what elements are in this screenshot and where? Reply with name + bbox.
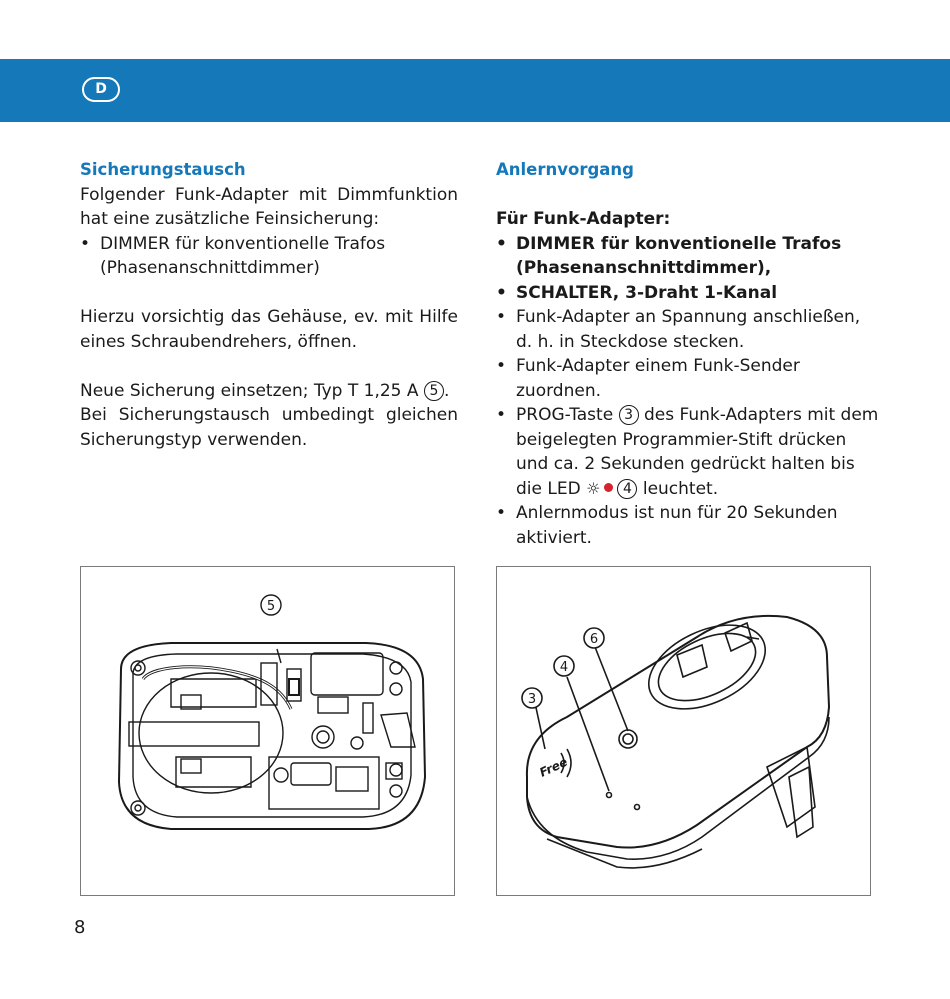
callout-label: 5 [266, 599, 276, 614]
header-band [0, 59, 950, 122]
list-item: • DIMMER für konventionelle Trafos (Phasenanschnittdimmer), [496, 232, 881, 281]
led-dot-icon [604, 483, 613, 492]
callout-label: 3 [527, 692, 537, 707]
led-suffix: leuchtet. [642, 478, 719, 499]
prog-label: PROG-Taste [516, 405, 614, 425]
adapter-illustration [497, 567, 872, 897]
callout-ref: 3 [619, 405, 639, 425]
callout-ref: 5 [424, 381, 444, 401]
right-column [496, 158, 881, 550]
list-item: • Funk-Adapter einem Funk-Sender zuordnen. [496, 354, 881, 403]
open-housing-illustration [81, 567, 456, 897]
fuse-type-text [80, 379, 458, 404]
list-item-prog [496, 403, 881, 501]
fuse-warning-text: Bei Sicherungstausch umbedingt gleichen Sicherungstyp verwenden. [80, 405, 458, 450]
list-item: • Anlernmodus ist nun für 20 Sekunden aktiviert. [496, 501, 881, 550]
section-heading-pairing: Anlernvorgang [496, 160, 634, 179]
language-badge: D [82, 77, 120, 102]
fuse-type-label: Neue Sicherung einsetzen; Typ T 1,25 A [80, 380, 419, 401]
figure-adapter [496, 566, 871, 896]
open-housing-text: Hierzu vorsichtig das Gehäuse, ev. mit Hilfe eines Schraubendrehers, öffnen. [80, 307, 458, 352]
list-item: • Funk-Adapter an Spannung anschließen, d. h. in Steckdose stecken. [496, 305, 881, 354]
prog-text: des Funk-Adapters mit dem beigelegten Programmier-Stift drücken und ca. 2 Sekunden gedrückt halten bis die LED [516, 405, 879, 499]
fuse-bullet-list [80, 232, 458, 281]
list-item: • DIMMER für konventionelle Trafos (Phasenanschnittdimmer) [80, 232, 458, 281]
free-logo: Free [537, 754, 570, 780]
left-column [80, 158, 458, 452]
callout-ref: 4 [617, 479, 637, 499]
section-heading-fuse: Sicherungstausch [80, 160, 246, 179]
sun-icon: ☼ [586, 478, 601, 498]
callout-label: 4 [559, 660, 569, 675]
callout-label: 6 [589, 632, 599, 647]
pairing-list [496, 232, 881, 551]
list-item: • SCHALTER, 3-Draht 1-Kanal [496, 281, 881, 306]
pairing-subheading: Für Funk-Adapter: [496, 209, 671, 229]
fuse-intro: Folgender Funk-Adapter mit Dimmfunktion hat eine zusätzliche Feinsicherung: [80, 184, 458, 229]
figure-open-housing [80, 566, 455, 896]
punctuation: . [443, 380, 450, 401]
page-number: 8 [74, 917, 86, 938]
